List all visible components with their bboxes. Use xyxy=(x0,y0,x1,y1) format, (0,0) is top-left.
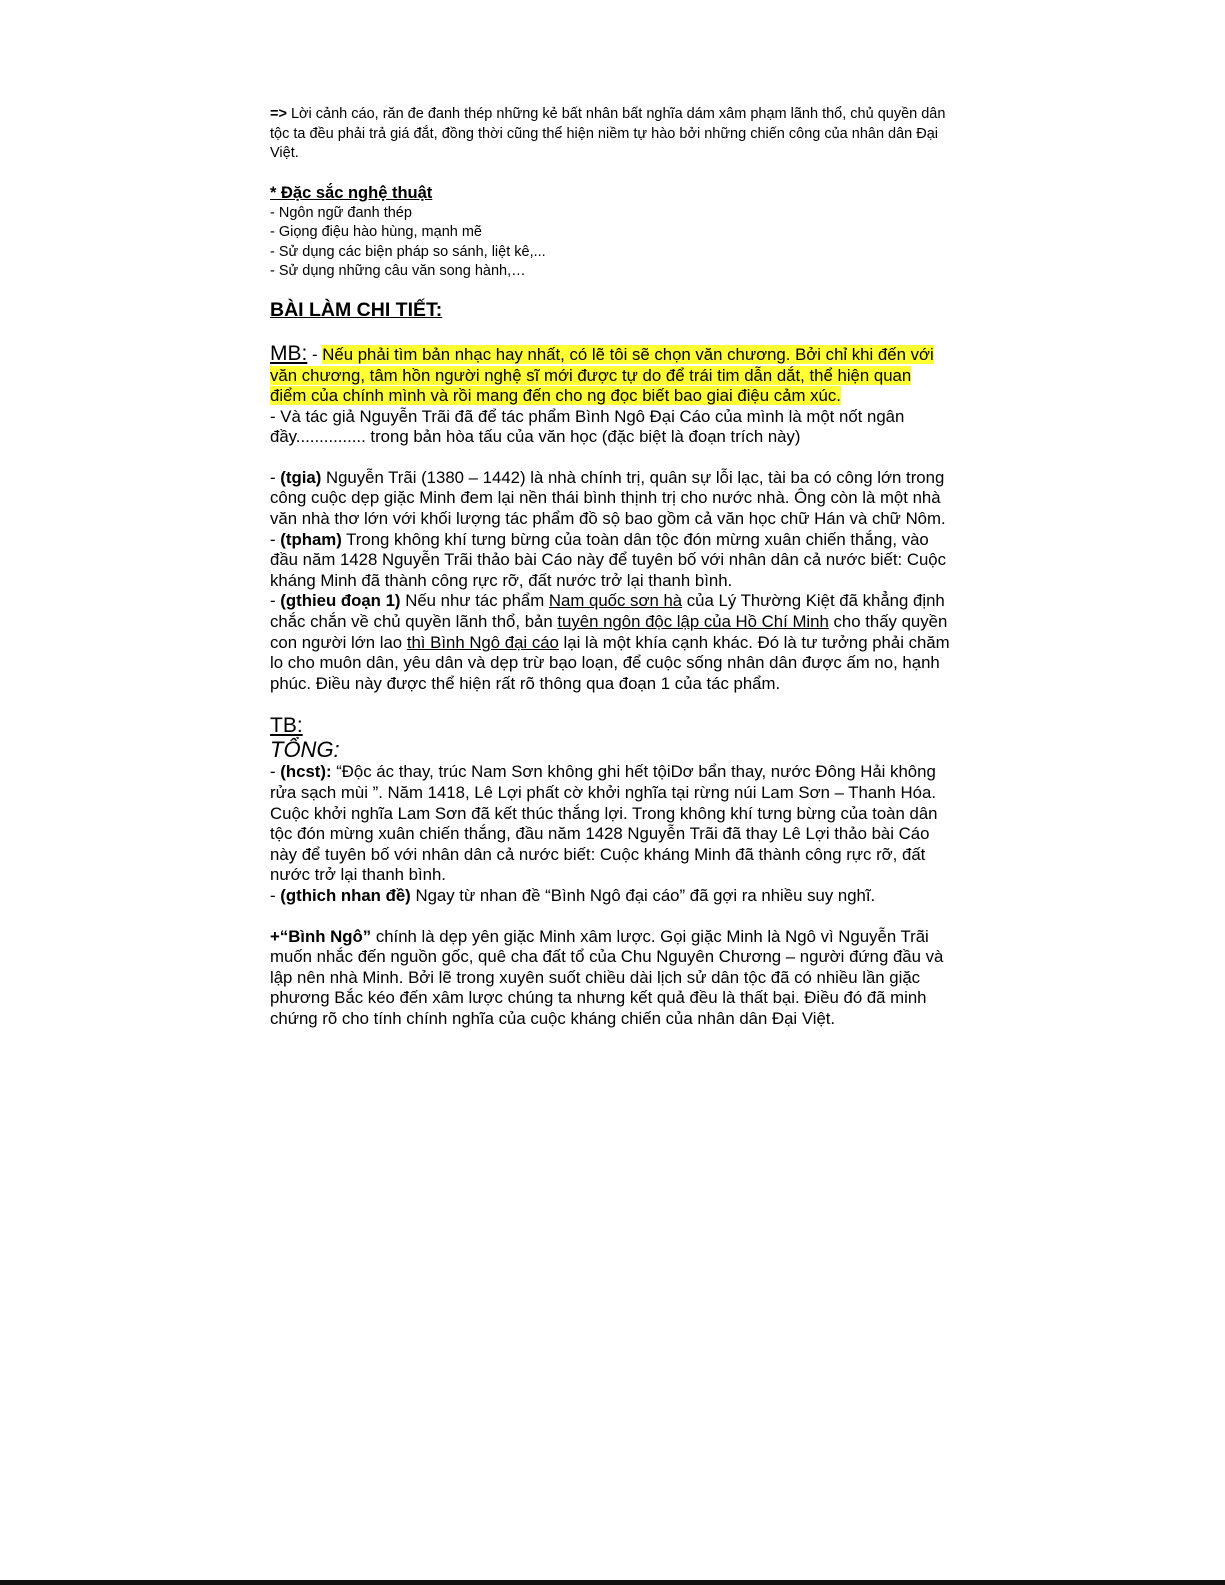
hcst-label: (hcst): xyxy=(280,762,332,782)
gthieu-paragraph: - (gthieu đoạn 1) Nếu như tác phẩm Nam quốc sơn hà của Lý Thường Kiệt đã khẳng định chắc chắn về chủ quyền lãnh thổ, bản tuyên ngôn độc lập của Hồ Chí Minh cho thấy quyền con người lớn lao thì Bình Ngô đại cáo lại là một khía cạnh khác. Đó là tư tưởng phải chăm lo cho muôn dân, yêu dân và dẹp trừ bạo loạn, để cuộc sống nhân dân được ấm no, hạnh phúc. Điều này được thể hiện rất rõ thông qua đoạn 1 của tác phẩm. xyxy=(270,591,950,693)
link-nam-quoc-son-ha[interactable]: Nam quốc sơn hà xyxy=(548,591,683,611)
detail-heading: BÀI LÀM CHI TIẾT: xyxy=(270,298,443,321)
mb-line2: - Và tác giả Nguyễn Trãi đã để tác phẩm Bình Ngô Đại Cáo của mình là một nốt ngân đầy............... trong bản hòa tấu của văn học (đặc biệt là đoạn trích này) xyxy=(270,406,905,447)
link-binh-ngo-dai-cao[interactable]: thì Bình Ngô đại cáo xyxy=(406,632,559,652)
tpham-text: Trong không khí tưng bừng của toàn dân tộc đón mừng xuân chiến thắng, vào đầu năm 1428 Nguyễn Trãi thảo bài Cáo này để tuyên bố với nhân dân cả nước biết: Cuộc kháng Minh đã thành công rực rỡ, đất nước trở lại thanh bình. xyxy=(270,529,947,590)
mb-label: MB: xyxy=(270,341,308,365)
hcst-paragraph: - (hcst): “Độc ác thay, trúc Nam Sơn không ghi hết tộiDơ bẩn thay, nước Đông Hải không rửa sạch mùi ”. Năm 1418, Lê Lợi phất cờ khởi nghĩa tại rừng núi Lam Sơn – Thanh Hóa. Cuộc khởi nghĩa Lam Sơn đã kết thúc thắng lợi. Trong không khí tưng bừng của toàn dân tộc đón mừng xuân chiến thắng, đầu năm 1428 Nguyễn Trãi đã thay Lê Lợi thảo bài Cáo này để tuyên bố với nhân dân cả nước biết: Cuộc kháng Minh đã thành công rực rỡ, đất nước trở lại thanh bình. xyxy=(270,762,938,885)
art-item: - Sử dụng những câu văn song hành,… xyxy=(270,263,526,279)
art-item: - Sử dụng các biện pháp so sánh, liệt kê,... xyxy=(270,243,546,260)
tong-label: TỔNG: xyxy=(270,737,340,763)
gthieu-text-2: của Lý Thường Kiệt đã khẳng định chắc chắn về chủ quyền lãnh thổ, bản xyxy=(270,591,945,632)
binhngo-text: chính là dẹp yên giặc Minh xâm lược. Gọi giặc Minh là Ngô vì Nguyễn Trãi muốn nhắc đến nguồn gốc, quê cha đất tổ của Chu Nguyên Chương – người đứng đầu và lập nên nhà Minh. Bởi lẽ trong xuyên suốt chiều dài lịch sử dân tộc đã có nhiều lần giặc phương Bắc kéo đến xâm lược chúng ta nhưng kết quả đều là thất bại. Điều đó đã minh chứng rõ cho tính chính nghĩa của cuộc kháng chiến của nhân dân Đại Việt. xyxy=(270,926,944,1028)
tgia-label: (tgia) xyxy=(280,467,322,487)
intro-paragraph xyxy=(270,105,950,164)
gthieu-text-3: cho thấy quyền con người lớn lao xyxy=(270,612,948,652)
intro-text: Lời cảnh cáo, răn đe đanh thép những kẻ bất nhân bất nghĩa dám xâm phạm lãnh thổ, chủ quyền dân tộc ta đều phải trả giá đắt, đồng thời cũng thể hiện niềm tự hào bởi những chiến công của nhân dân Đại Việt. xyxy=(270,106,946,161)
link-tuyen-ngon-doc-lap[interactable]: tuyên ngôn độc lập của Hồ Chí Minh xyxy=(557,612,829,632)
tgia-text: Nguyễn Trãi (1380 – 1442) là nhà chính trị, quân sự lỗi lạc, tài ba có công lớn trong công cuộc dẹp giặc Minh đem lại nền thái bình thịnh trị cho nước nhà. Ông còn là một nhà văn nhà thơ lớn với khối lượng tác phẩm đồ sộ bao gồm cả văn học chữ Hán và chữ Nôm. xyxy=(270,467,946,529)
mb-highlight: Nếu phải tìm bản nhạc hay nhất, có lẽ tôi sẽ chọn văn chương. Bởi chỉ khi đến với văn chương, tâm hồn người nghệ sĩ mới được tự do để trái tim dẫn dắt, thể hiện quan điểm của chính mình và rồi mang đến cho ng đọc biết bao giai điệu cảm xúc. xyxy=(270,344,934,406)
tgia-paragraph: - (tgia) Nguyễn Trãi (1380 – 1442) là nhà chính trị, quân sự lỗi lạc, tài ba có công lớn trong công cuộc dẹp giặc Minh đem lại nền thái bình thịnh trị cho nước nhà. Ông còn là một nhà văn nhà thơ lớn với khối lượng tác phẩm đồ sộ bao gồm cả văn học chữ Hán và chữ Nôm. xyxy=(270,467,946,529)
gthieu-text-1: Nếu như tác phẩm xyxy=(400,591,549,611)
gthich-label: (gthich nhan đề) xyxy=(280,885,411,905)
gthieu-text-4: lại là một khía cạnh khác. Đó là tư tưởng phải chăm lo cho muôn dân, yêu dân và dẹp trừ bạo loạn, để cuộc sống nhân dân được ấm no, hạnh phúc. Điều này được thể hiện rất rõ thông qua đoạn 1 của tác phẩm. xyxy=(270,632,950,693)
binhngo-paragraph xyxy=(270,927,950,1030)
tpham-label: (tpham) xyxy=(280,529,342,549)
mb-paragraph xyxy=(270,342,950,407)
binhngo-label: +“Bình Ngô” xyxy=(270,926,372,946)
art-item: - Giọng điệu hào hùng, mạnh mẽ xyxy=(270,224,482,240)
tpham-paragraph: - (tpham) Trong không khí tưng bừng của toàn dân tộc đón mừng xuân chiến thắng, vào đầu năm 1428 Nguyễn Trãi thảo bài Cáo này để tuyên bố với nhân dân cả nước biết: Cuộc kháng Minh đã thành công rực rỡ, đất nước trở lại thanh bình. xyxy=(270,529,947,590)
hcst-text: “Độc ác thay, trúc Nam Sơn không ghi hết tộiDơ bẩn thay, nước Đông Hải không rửa sạch mùi ”. Năm 1418, Lê Lợi phất cờ khởi nghĩa tại rừng núi Lam Sơn – Thanh Hóa. Cuộc khởi nghĩa Lam Sơn đã kết thúc thắng lợi. Trong không khí tưng bừng của toàn dân tộc đón mừng xuân chiến thắng, đầu năm 1428 Nguyễn Trãi đã thay Lê Lợi thảo bài Cáo này để tuyên bố với nhân dân cả nước biết: Cuộc kháng Minh đã thành công rực rỡ, đất nước trở lại thanh bình. xyxy=(270,762,938,885)
tb-label: TB: xyxy=(270,714,303,738)
gthieu-label: (gthieu đoạn 1) xyxy=(280,591,401,611)
document-page xyxy=(270,105,950,1030)
page-bottom-border xyxy=(0,1580,1225,1585)
art-title xyxy=(270,183,950,203)
gthich-paragraph: - (gthich nhan đề) Ngay từ nhan đề “Bình Ngô đại cáo” đã gợi ra nhiều suy nghĩ. xyxy=(270,885,876,905)
gthich-text: Ngay từ nhan đề “Bình Ngô đại cáo” đã gợi ra nhiều suy nghĩ. xyxy=(410,885,876,905)
art-item: - Ngôn ngữ đanh thép xyxy=(270,204,412,221)
mb-dash: - xyxy=(307,344,323,364)
intro-arrow: => xyxy=(270,106,287,122)
art-title-text: * Đặc sắc nghệ thuật xyxy=(270,183,433,202)
